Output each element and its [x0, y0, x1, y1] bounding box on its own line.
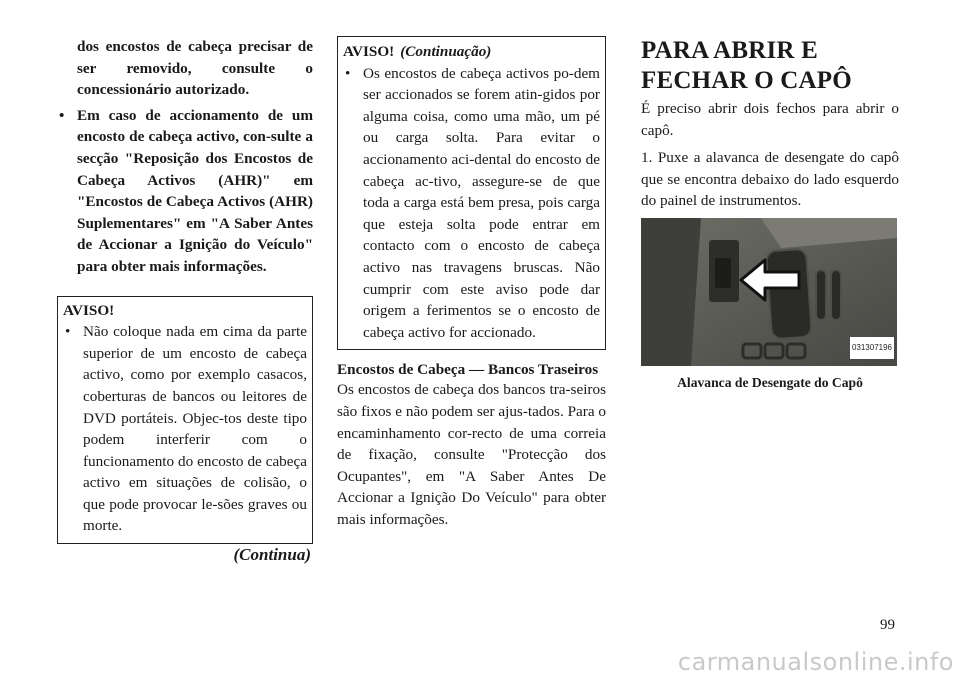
continued-text: dos encostos de cabeça precisar de ser removido, consulte o concessionário autorizado.	[77, 38, 313, 99]
bullet-dot: •	[65, 323, 71, 341]
warning-box-continued	[337, 36, 606, 350]
warning-box	[57, 296, 313, 545]
warning-continuation: (Continuação)	[400, 43, 492, 60]
warning-title-text: AVISO!	[343, 43, 395, 60]
warning-text: Os encostos de cabeça activos po-dem ser accionados se forem atin-gidos por alguma coisa, como uma mão, um pé ou carga solta. Para evitar o accionamento aci-dental do encosto de cabeça ac-tivo, assegure-se de que toda a carga está bem presa, pois carga que esteja solta pode entrar em contacto com o encosto de cabeça activo nas travagens bruscas. Não cumprir com este aviso pode dar origem a ferimentos se o encosto de cabeça activo for accionado.	[363, 64, 600, 341]
bullet-dot: •	[345, 64, 351, 82]
left-column	[57, 36, 313, 566]
image-caption: Alavanca de Desengate do Capô	[677, 374, 863, 390]
bullet-text: Em caso de accionamento de um encosto de cabeça activo, con-sulte a secção "Reposição dos Encostos de Cabeça Activos (AHR)" em "Encostos de Cabeça Activos (AHR) Suplementares" em "A Saber Antes de Accionar a Ignição do Veículo" para obter mais informações.	[77, 106, 313, 275]
bullet-item-ahr-reset	[57, 105, 313, 278]
intro-paragraph: É preciso abrir dois fechos para abrir o capô.	[641, 100, 899, 139]
warning-bullet	[343, 63, 600, 344]
bullet-dot: •	[59, 106, 65, 124]
warning-bullet	[63, 321, 307, 537]
rear-headrest-paragraph: Os encostos de cabeça dos bancos tra-seiros são fixos e não podem ser ajus-tados. Para o encaminhamento cor-recto de uma correia de fixação, consulte "Protecção dos Ocupantes", em "A Saber Antes De Accionar a Ignição Do Veículo" para obter mais informações.	[337, 381, 606, 528]
section-subheading: Encostos de Cabeça — Bancos Traseiros	[337, 361, 599, 379]
warning-text: Não coloque nada em cima da parte superior de um encosto de cabeça activo, como por exemplo casacos, coberturas de bancos ou leitores de DVD portáteis. Objec-tos deste tipo podem interferir com o funcionamento do encosto de cabeça activo em situações de colisão, o que pode provocar le-sões graves ou morte.	[83, 323, 307, 535]
page-number: 99	[880, 617, 895, 633]
continued-label: (Continua)	[233, 545, 311, 565]
hood-release-photo	[641, 218, 897, 366]
step-1: 1. Puxe a alavanca de desengate do capô que se encontra debaixo do lado esquerdo do painel de instrumentos.	[641, 149, 899, 210]
section-heading: PARA ABRIR E FECHAR O CAPÔ	[641, 37, 852, 94]
warning-title	[343, 41, 600, 63]
image-code: 031307196	[850, 337, 894, 359]
footer-watermark: carmanualsonline.info	[677, 648, 954, 676]
warning-title: AVISO!	[63, 301, 115, 319]
middle-column	[337, 36, 606, 530]
right-column	[641, 36, 899, 394]
